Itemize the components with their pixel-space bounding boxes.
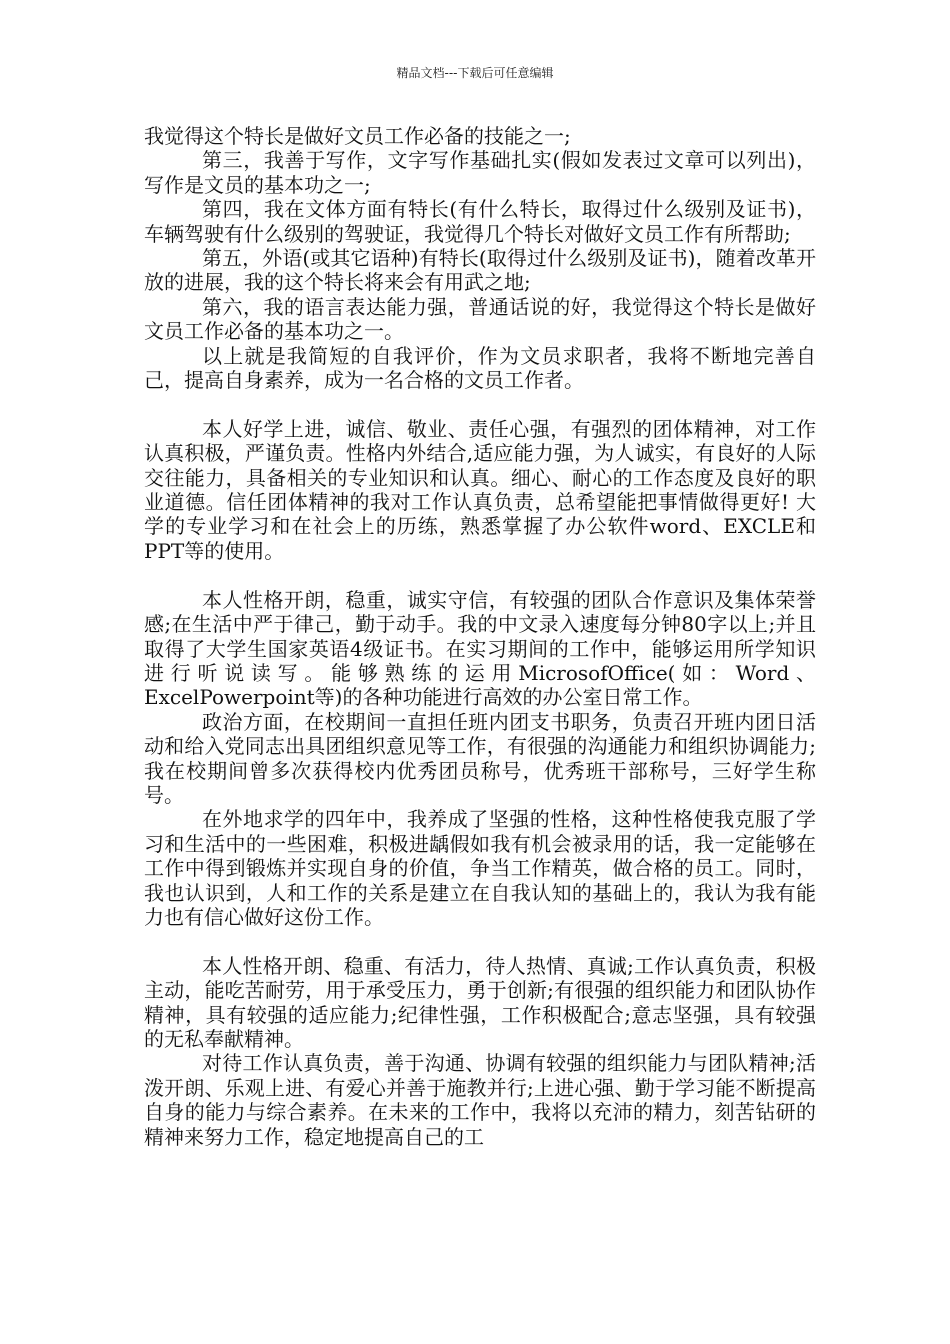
- page-header: 精品文档---下载后可任意编辑: [396, 66, 554, 80]
- document-body: [144, 124, 816, 1149]
- paragraph-5: 第六，我的语言表达能力强，普通话说的好，我觉得这个特长是做好文员工作必备的基本功之一。: [144, 294, 816, 344]
- paragraph-gap: [144, 563, 816, 587]
- paragraph-12: 对待工作认真负责，善于沟通、协调有较强的组织能力与团队精神;活泼开朗、乐观上进、有爱心并善于施教并行;上进心强、勤于学习能不断提高自身的能力与综合素养。在未来的工作中，我将以充沛的精力，刻苦钻研的精神来努力工作，稳定地提高自己的工: [144, 1051, 816, 1149]
- paragraph-2: 第三，我善于写作，文字写作基础扎实(假如发表过文章可以列出)，写作是文员的基本功之一;: [144, 148, 816, 197]
- paragraph-gap: [144, 392, 816, 416]
- paragraph-3: 第四，我在文体方面有特长(有什么特长，取得过什么级别及证书)，车辆驾驶有什么级别的驾驶证，我觉得几个特长对做好文员工作有所帮助;: [144, 197, 816, 246]
- paragraph-10: 在外地求学的四年中，我养成了坚强的性格，这种性格使我克服了学习和生活中的一些困难，积极进龋假如我有机会被录用的话，我一定能够在工作中得到锻炼并实现自身的价值，争当工作精英，做合格的员工。同时，我也认识到，人和工作的关系是建立在自我认知的基础上的，我认为我有能力也有信心做好这份工作。: [144, 807, 816, 929]
- paragraph-11: 本人性格开朗、稳重、有活力，待人热情、真诚;工作认真负责，积极主动，能吃苦耐劳，用于承受压力，勇于创新;有很强的组织能力和团队协作精神，具有较强的适应能力;纪律性强，工作积极配合;意志坚强，具有较强的无私奉献精神。: [144, 953, 816, 1051]
- paragraph-9: 政治方面，在校期间一直担任班内团支书职务，负责召开班内团日活动和给入党同志出具团组织意见等工作，有很强的沟通能力和组织协调能力;我在校期间曾多次获得校内优秀团员称号，优秀班干部称号，三好学生称号。: [144, 709, 816, 807]
- paragraph-gap: [144, 929, 816, 953]
- paragraph-1: 我觉得这个特长是做好文员工作必备的技能之一;: [144, 124, 571, 148]
- paragraph-4: 第五，外语(或其它语种)有特长(取得过什么级别及证书)，随着改革开放的进展，我的这个特长将来会有用武之地;: [144, 246, 816, 295]
- paragraph-8: 本人性格开朗，稳重，诚实守信，有较强的团队合作意识及集体荣誉感;在生活中严于律己，勤于动手。我的中文录入速度每分钟80字以上;并且取得了大学生国家英语4级证书。在实习期间的工作中，能够运用所学知识进行听说读写。能够熟练的运用MicrosofOffice(如：Word、ExcelPowerpoint等)的各种功能进行高效的办公室日常工作。: [144, 587, 816, 710]
- paragraph-6: 以上就是我简短的自我评价，作为文员求职者，我将不断地完善自己，提高自身素养，成为一名合格的文员工作者。: [144, 343, 816, 393]
- paragraph-7: 本人好学上进，诚信、敬业、责任心强，有强烈的团体精神，对工作认真积极，严谨负责。性格内外结合,适应能力强，为人诚实，有良好的人际交往能力，具备相关的专业知识和认真。细心、耐心的工作态度及良好的职业道德。信任团体精神的我对工作认真负责，总希望能把事情做得更好! 大学的专业学习和在社会上的历练，熟悉掌握了办公软件word、EXCLE和PPT等的使用。: [144, 416, 816, 563]
